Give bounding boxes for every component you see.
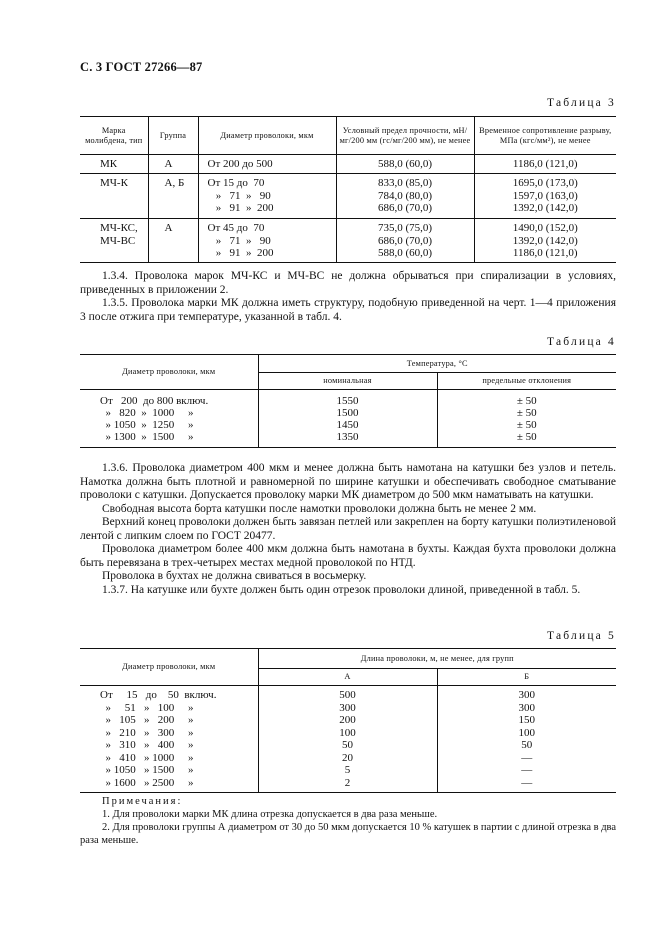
table3-cell-tensile: 1490,0 (152,0) 1392,0 (142,0) 1186,0 (121,0) <box>512 222 578 259</box>
table3-cell-grade: МЧ-К <box>80 174 148 219</box>
table3-cell-diameter: От 45 до 70 » 71 » 90 » 91 » 200 <box>198 219 336 263</box>
table5-cell-diameter: » 51 » 100 » <box>80 702 258 715</box>
table3-header-yield: Условный предел прочности, мН/мг/200 мм (гс/мг/200 мм), не менее <box>336 117 474 155</box>
notes-title: Примечания: <box>102 796 183 807</box>
table3-cell-yield: 833,0 (85,0) 784,0 (80,0) 686,0 (70,0) <box>336 174 474 219</box>
table5-cell-b: 50 <box>521 739 533 751</box>
table4-cell-diameter: » 1300 » 1500 » <box>80 431 258 447</box>
table5-cell-b: 300 <box>518 701 535 714</box>
table4-header-diameter: Диаметр проволоки, мкм <box>80 355 258 390</box>
table5-cell-a: 20 <box>258 752 437 765</box>
table5-header-group-a: А <box>258 669 437 686</box>
table5-cell-b: 100 <box>518 726 535 739</box>
table5-cell-b: — <box>521 751 533 764</box>
table5-header-diameter: Диаметр проволоки, мкм <box>80 649 258 686</box>
table4-cell-deviation: ± 50 <box>516 395 537 407</box>
table5-cell-b: 300 <box>518 689 535 701</box>
table3-cell-yield: 735,0 (75,0) 686,0 (70,0) 588,0 (60,0) <box>336 219 474 263</box>
table3 <box>80 116 616 263</box>
table3-header-tensile: Временное сопротивление разрыву, МПа (кгс/мм²), не менее <box>479 125 612 145</box>
table3-header-group: Группа <box>148 117 198 155</box>
table4-cell-diameter: » 1050 » 1250 » <box>80 419 258 431</box>
table5-cell-diameter: » 310 » 400 » <box>80 739 258 752</box>
table5-cell-b: — <box>521 764 533 776</box>
paragraph-free-height: Свободная высота борта катушки после намотки проволоки должна быть не менее 2 мм. <box>102 502 537 515</box>
table5-cell-diameter: » 210 » 300 » <box>80 727 258 740</box>
table4-cell-diameter: От 200 до 800 включ. <box>80 390 258 408</box>
table-row <box>80 686 616 702</box>
table5 <box>80 648 616 793</box>
table5-header-group-b: Б <box>524 672 530 681</box>
table5-caption: Таблица 5 <box>547 630 616 642</box>
section-1-3-6-7 <box>80 462 616 597</box>
table3-cell-tensile: 1695,0 (173,0) 1597,0 (163,0) 1392,0 (142,0) <box>512 177 578 214</box>
table4-cell-diameter: » 820 » 1000 » <box>80 407 258 419</box>
notes <box>80 795 616 847</box>
table3-cell-group: А, Б <box>148 174 198 219</box>
table5-cell-a: 50 <box>258 739 437 752</box>
table4-cell-nominal: 1350 <box>258 431 437 447</box>
table3-cell-diameter: От 15 до 70 » 71 » 90 » 91 » 200 <box>198 174 336 219</box>
table5-cell-diameter: » 1600 » 2500 » <box>80 777 258 793</box>
table-row <box>80 407 616 419</box>
table4-header-temperature: Температура, °С <box>258 355 616 373</box>
table-row <box>80 431 616 447</box>
table4-caption: Таблица 4 <box>547 336 616 348</box>
table-row <box>80 752 616 765</box>
paragraph-1-3-6: 1.3.6. Проволока диаметром 400 мкм и менее должна быть намотана на катушки без узлов и петель. Намотка должна быть плотной и равномерной по ширине катушки и обеспечивать свободное сматывание проволоки с катушки. Допускается проволоку марки МК диаметром до 500 мкм наматывать на катушки. <box>80 462 616 501</box>
table3-header-diameter: Диаметр проволоки, мкм <box>198 117 336 155</box>
table5-cell-a: 5 <box>258 764 437 777</box>
table4-header-nominal: номинальная <box>258 373 437 390</box>
paragraph-bays: Проволока диаметром более 400 мкм должна быть намотана в бухты. Каждая бухта проволоки должна быть перевязана в трех-четырех местах медной проволокой по НТД. <box>80 543 616 569</box>
table3-header-grade: Марка молибдена, тип <box>80 117 148 155</box>
table4-cell-deviation: ± 50 <box>516 431 537 443</box>
table3-cell-diameter: От 200 до 500 <box>198 155 336 174</box>
table4-cell-deviation: ± 50 <box>516 407 537 419</box>
table-row <box>80 727 616 740</box>
table5-cell-diameter: » 105 » 200 » <box>80 714 258 727</box>
paragraph-1-3-7: 1.3.7. На катушке или бухте должен быть один отрезок проволоки длиной, приведенной в табл. 5. <box>102 583 581 596</box>
table-row <box>80 390 616 408</box>
table3-caption: Таблица 3 <box>547 97 616 109</box>
table5-cell-a: 200 <box>258 714 437 727</box>
table5-cell-a: 500 <box>258 686 437 702</box>
table4 <box>80 354 616 448</box>
table3-cell-group: А <box>148 219 198 263</box>
table3-cell-grade: МЧ-КС, МЧ-ВС <box>80 219 148 263</box>
table5-cell-b: — <box>521 776 533 789</box>
section-1-3-4-5 <box>80 270 616 324</box>
table4-header-deviation: предельные отклонения <box>482 376 572 385</box>
note-1: 1. Для проволоки марки МК длина отрезка допускается в два раза меньше. <box>102 809 438 820</box>
table5-cell-b: 150 <box>518 714 535 726</box>
table-row <box>80 714 616 727</box>
table-row <box>80 419 616 431</box>
table5-header-length: Длина проволоки, м, не менее, для групп <box>258 649 616 669</box>
page-header: С. 3 ГОСТ 27266—87 <box>80 60 203 74</box>
paragraph-1-3-5: 1.3.5. Проволока марки МК должна иметь структуру, подобную приведенной на черт. 1—4 приложения 3 после отжига при температуре, указанной в табл. 4. <box>80 297 616 323</box>
table-row <box>80 764 616 777</box>
note-2: 2. Для проволоки группы А диаметром от 30 до 50 мкм допускается 10 % катушек в партии с длиной отрезка в два раза меньше. <box>80 822 617 846</box>
table-row <box>80 739 616 752</box>
table3-cell-group: А <box>148 155 198 174</box>
table4-cell-nominal: 1450 <box>258 419 437 431</box>
table-row <box>80 777 616 793</box>
table5-cell-a: 100 <box>258 727 437 740</box>
table5-cell-diameter: » 410 » 1000 » <box>80 752 258 765</box>
table-row <box>80 174 616 219</box>
paragraph-wire-end: Верхний конец проволоки должен быть завязан петлей или закреплен на борту катушки полиэтиленовой лентой с липким слоем по ГОСТ 20477. <box>80 516 616 542</box>
paragraph-1-3-4: 1.3.4. Проволока марок МЧ-КС и МЧ-ВС не должна обрываться при спирализации в условиях, приведенных в приложении 2. <box>80 270 616 296</box>
table5-cell-a: 300 <box>258 702 437 715</box>
table3-cell-yield: 588,0 (60,0) <box>336 155 474 174</box>
table5-cell-diameter: От 15 до 50 включ. <box>80 686 258 702</box>
table-row <box>80 155 616 174</box>
table4-cell-nominal: 1500 <box>258 407 437 419</box>
table4-cell-nominal: 1550 <box>258 390 437 408</box>
table-row <box>80 702 616 715</box>
table4-cell-deviation: ± 50 <box>516 419 537 431</box>
table5-cell-diameter: » 1050 » 1500 » <box>80 764 258 777</box>
table3-cell-grade: МК <box>80 155 148 174</box>
table3-cell-tensile: 1186,0 (121,0) <box>512 158 578 170</box>
table5-cell-a: 2 <box>258 777 437 793</box>
paragraph-figure-eight: Проволока в бухтах не должна свиваться в восьмерку. <box>102 570 367 582</box>
table-row <box>80 219 616 263</box>
